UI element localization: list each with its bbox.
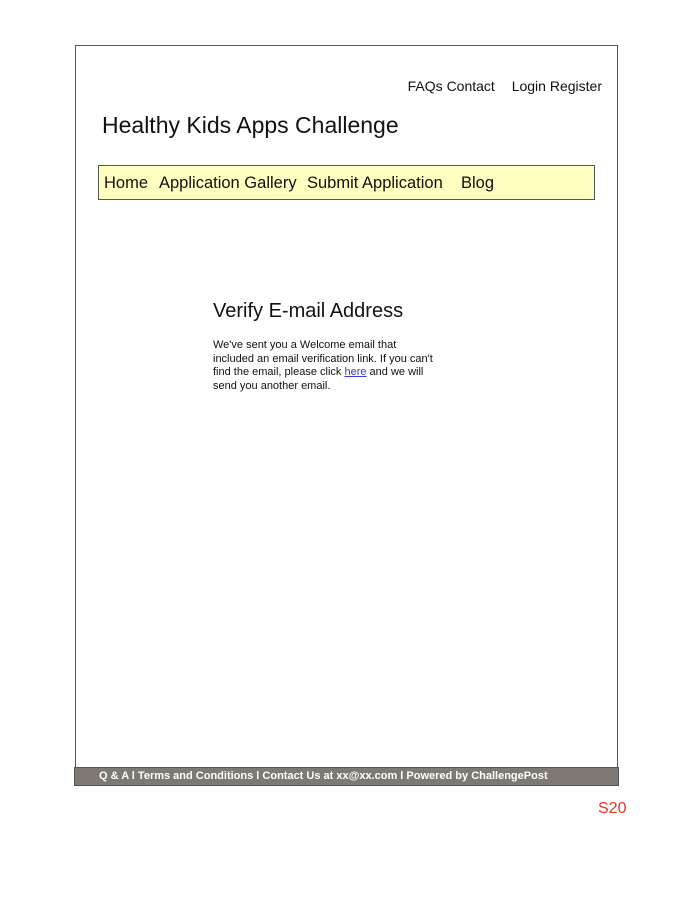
top-links — [408, 78, 602, 94]
verify-email-panel — [213, 300, 438, 393]
site-title: Healthy Kids Apps Challenge — [102, 112, 399, 138]
page-title: Verify E-mail Address — [213, 300, 404, 322]
login-link[interactable]: Login — [511, 78, 546, 94]
verify-message-text: We've sent you a Welcome email that included an email verification link. If you can't find the email, please click — [213, 339, 433, 379]
page-frame — [75, 45, 618, 785]
nav-blog[interactable]: Blog — [461, 174, 495, 192]
nav-submit-application[interactable]: Submit Application — [307, 174, 443, 192]
nav-home[interactable]: Home — [104, 174, 149, 192]
faqs-link[interactable]: FAQs — [407, 78, 443, 94]
footer-separator: l — [397, 770, 407, 782]
footer-separator: l — [253, 770, 263, 782]
verify-message — [213, 339, 438, 393]
resend-email-link[interactable]: here — [344, 366, 367, 379]
main-nav — [98, 165, 595, 200]
nav-application-gallery[interactable]: Application Gallery — [159, 174, 297, 192]
sheet-label: S20 — [598, 800, 627, 817]
footer-qa-link[interactable]: Q & A — [99, 770, 129, 782]
footer-bar — [74, 767, 619, 786]
footer-powered-by[interactable]: Powered by ChallengePost — [406, 770, 548, 782]
footer-contact-link[interactable]: Contact Us at xx@xx.com — [262, 770, 398, 782]
footer-terms-link[interactable]: Terms and Conditions — [137, 770, 254, 782]
verify-message-text-end: and we will send you another email. — [213, 366, 424, 392]
register-link[interactable]: Register — [549, 78, 602, 94]
contact-link[interactable]: Contact — [446, 78, 495, 94]
footer-separator: l — [128, 770, 138, 782]
